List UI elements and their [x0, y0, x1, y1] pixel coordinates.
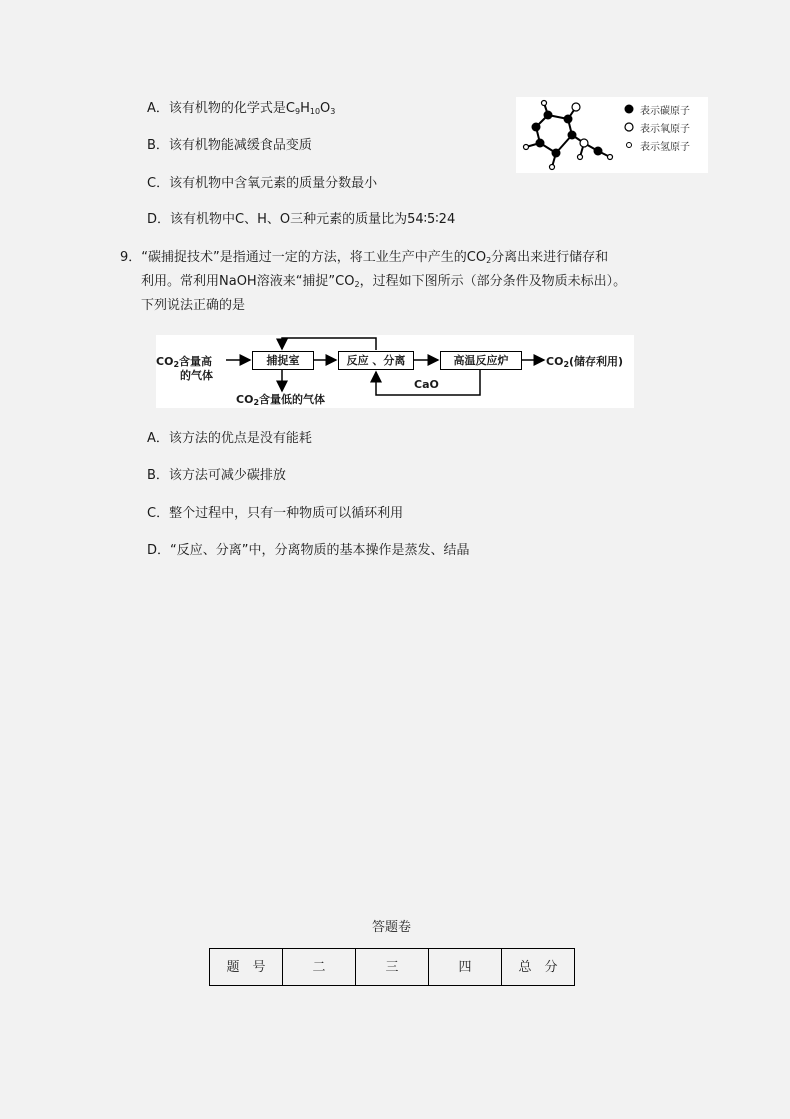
output-label: $CO_2$(储存利用): [546, 355, 624, 369]
q9-option-b: B．该方法可减少碳排放: [147, 468, 286, 483]
furnace-box: 高温反应炉: [440, 351, 522, 370]
atom-key-icons: [624, 103, 636, 163]
score-table: [209, 948, 575, 986]
q8-option-a: [147, 101, 335, 120]
q9-option-c: C．整个过程中，只有一种物质可以循环利用: [147, 506, 404, 521]
capture-process-diagram: [156, 335, 634, 408]
q8-option-a-text: A．该有机物的化学式是: [147, 101, 286, 116]
q9-line1: 9．“碳捕捉技术”是指通过一定的方法，将工业生产中产生的$CO_2$分离出来进行储存和: [120, 250, 609, 265]
answer-sheet-title: 答题卷: [372, 920, 412, 935]
recycle-cao-label: CaO: [414, 378, 439, 391]
low-gas-label: $CO_2$含量低的气体: [236, 393, 326, 407]
capture-chamber-box: 捕捉室: [252, 351, 314, 370]
q8-option-c: C．该有机物中含氧元素的质量分数最小: [147, 176, 378, 191]
q9-number: 9．: [120, 250, 142, 265]
legend-oxygen: 表示氧原子: [640, 124, 690, 135]
formula: $C_9H_{10}O_3$: [285, 101, 336, 116]
flow-arrows: [156, 335, 634, 408]
input-gas-label-2: 的气体: [180, 369, 213, 382]
table-row: [210, 949, 575, 986]
legend-carbon: 表示碳原子: [640, 106, 690, 117]
q9-line3: 下列说法正确的是: [141, 298, 246, 313]
header-cell-number: 题 号: [210, 949, 283, 986]
q9-line2: 利用。常利用NaOH溶液来“捕捉$”CO_2$，过程如下图所示（部分条件及物质未标出）。: [141, 274, 627, 289]
q9-option-d: D．“反应、分离”中，分离物质的基本操作是蒸发、结晶: [147, 543, 470, 558]
q8-option-b: B．该有机物能减缓食品变质: [147, 138, 312, 153]
header-cell-2: 二: [283, 949, 356, 986]
header-cell-3: 三: [356, 949, 429, 986]
molecule-model-icon: [516, 97, 626, 173]
header-cell-total: 总 分: [502, 949, 575, 986]
legend-hydrogen: 表示氢原子: [640, 142, 690, 153]
q8-option-d: D．该有机物中C、H、O三种元素的质量比为54∶5∶24: [147, 212, 456, 227]
molecule-figure: [516, 97, 708, 173]
reaction-separation-box: 反应 、分离: [338, 351, 414, 370]
input-gas-label: $CO_2$含量高: [156, 355, 213, 369]
q9-option-a: A．该方法的优点是没有能耗: [147, 431, 312, 446]
header-cell-4: 四: [429, 949, 502, 986]
